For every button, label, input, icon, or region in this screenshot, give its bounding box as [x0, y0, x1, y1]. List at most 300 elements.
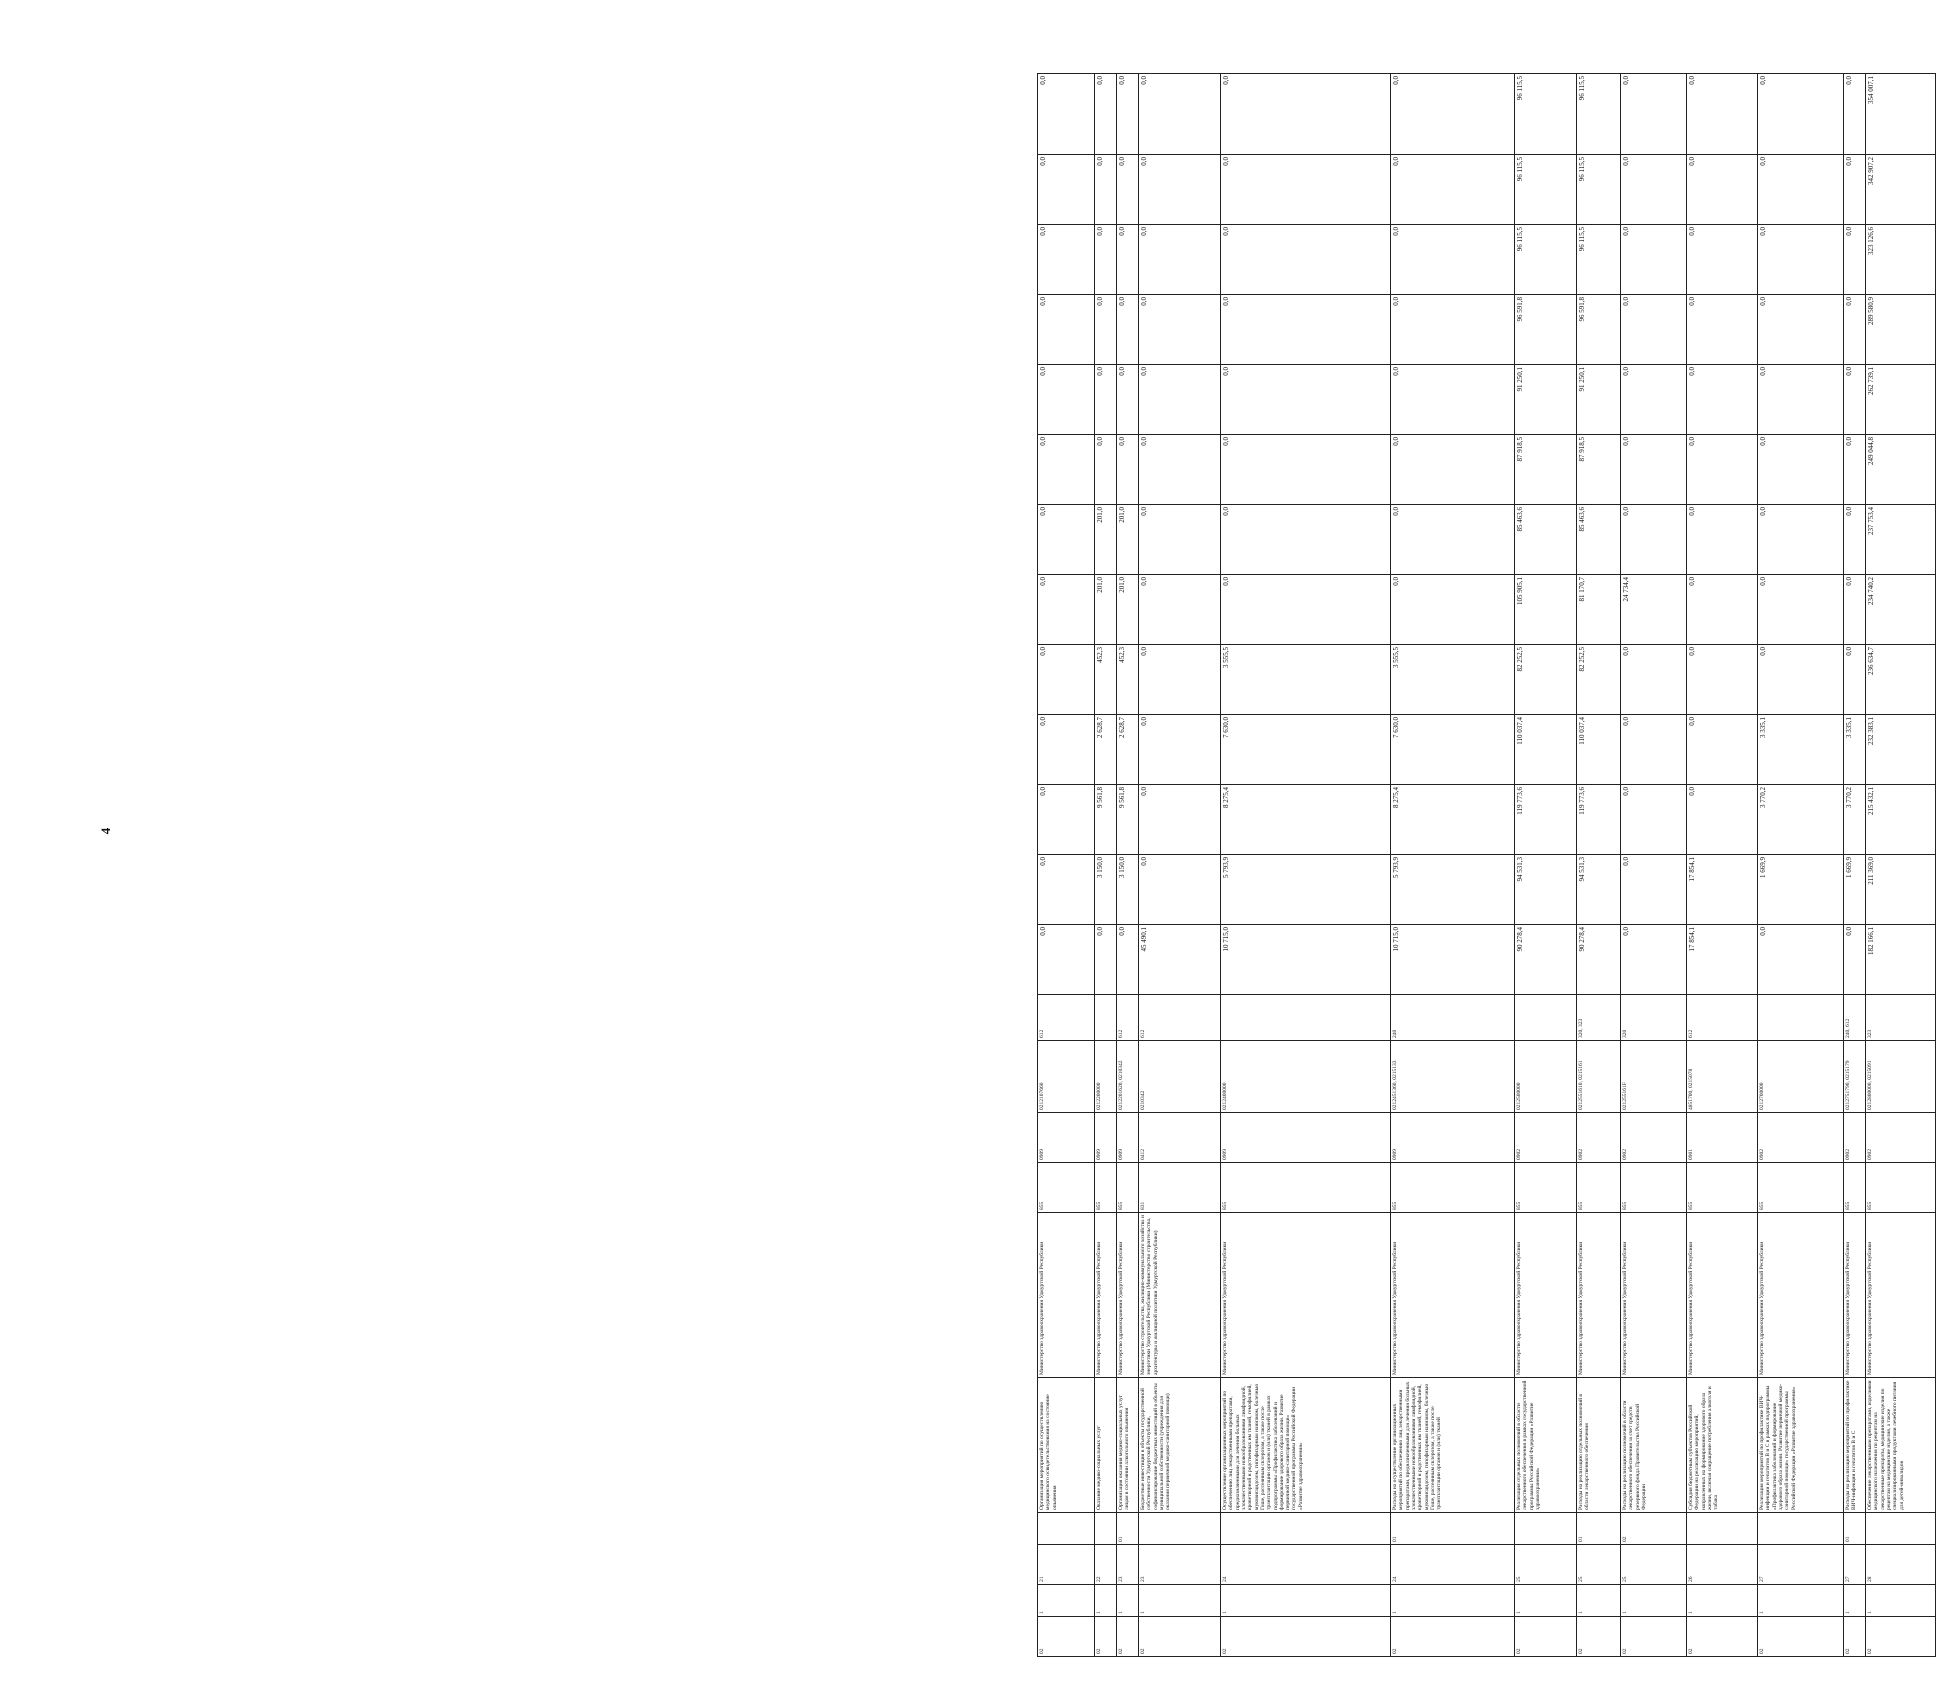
cell-year-value: 0,0: [1038, 645, 1095, 715]
cell-year-value: 0,0: [1758, 645, 1844, 715]
cell-year-value: 201,0: [1095, 505, 1117, 575]
cell-year-value: 0,0: [1758, 435, 1844, 505]
cell-grbs: 855: [1095, 1163, 1117, 1213]
cell-year-value: 7 630,0: [1391, 715, 1515, 785]
cell-gp: 02: [1866, 1617, 1936, 1657]
cell-year-value: 0,0: [1139, 575, 1221, 645]
cell-year-value: 10 715,0: [1391, 925, 1515, 995]
cell-year-value: 3 555,5: [1221, 645, 1391, 715]
cell-year-value: 0,0: [1758, 575, 1844, 645]
cell-year-value: 249 044,8: [1866, 435, 1936, 505]
cell-year-value: 0,0: [1221, 225, 1391, 295]
cell-year-value: 0,0: [1139, 505, 1221, 575]
cell-year-value: 9 561,8: [1117, 785, 1139, 855]
table-row: [1621, 74, 1687, 1657]
cell-year-value: 3 335,1: [1758, 715, 1844, 785]
cell-year-value: 0,0: [1391, 295, 1515, 365]
cell-csr: 0212107660: [1038, 1041, 1095, 1113]
cell-year-value: 0,0: [1844, 365, 1866, 435]
cell-om: 26: [1687, 1545, 1758, 1585]
cell-gp: 02: [1095, 1617, 1117, 1657]
cell-name: Реализация отдельных полномочий в области лекарственного обеспечения в рамках государственной программы Российской Федерации «Развитие здравоохранения»: [1515, 1378, 1577, 1513]
cell-year-value: 0,0: [1221, 575, 1391, 645]
cell-m: [1038, 1513, 1095, 1545]
cell-year-value: 0,0: [1844, 575, 1866, 645]
cell-year-value: 3 555,5: [1391, 645, 1515, 715]
cell-m: [1515, 1513, 1577, 1545]
cell-pp: 1: [1515, 1585, 1577, 1617]
cell-year-value: 0,0: [1038, 925, 1095, 995]
cell-name: Расходы на реализацию полномочий в области лекарственного обеспечения за счет средств резервного фонда Правительства Российской Федерации: [1621, 1378, 1687, 1513]
cell-rzpr: 0909: [1038, 1113, 1095, 1163]
cell-name: Организация оказания медико-социальных услуг лицам в состоянии алкогольного опьянения: [1117, 1378, 1139, 1513]
cell-om: 22: [1095, 1545, 1117, 1585]
cell-csr: 0212201620, 0210342: [1117, 1041, 1139, 1113]
cell-year-value: 8 275,4: [1391, 785, 1515, 855]
budget-table-body: [1038, 74, 1936, 1657]
cell-year-value: 0,0: [1095, 155, 1117, 225]
cell-year-value: 5 793,9: [1221, 855, 1391, 925]
cell-name: Обеспечение лекарственными препаратами, изделиями медицинского назначения по рецептам на лекарственные препараты, медицинские изделия по рецептам на медицинские изделия, а также специализированными продуктами лечебного питания для детей-инвалидов: [1866, 1378, 1936, 1513]
cell-rzpr: 0412: [1139, 1113, 1221, 1163]
table-row: [1391, 74, 1515, 1657]
cell-year-value: 0,0: [1095, 365, 1117, 435]
cell-year-value: 0,0: [1844, 505, 1866, 575]
cell-year-value: 0,0: [1038, 715, 1095, 785]
cell-year-value: 0,0: [1117, 155, 1139, 225]
budget-table: [1037, 73, 1936, 1657]
table-row: [1577, 74, 1621, 1657]
cell-year-value: 0,0: [1758, 295, 1844, 365]
cell-year-value: 0,0: [1391, 435, 1515, 505]
cell-pp: 1: [1621, 1585, 1687, 1617]
cell-year-value: 91 250,1: [1515, 365, 1577, 435]
cell-m: [1221, 1513, 1391, 1545]
cell-year-value: 236 634,7: [1866, 645, 1936, 715]
cell-year-value: 289 580,9: [1866, 295, 1936, 365]
cell-year-value: 94 531,3: [1577, 855, 1621, 925]
cell-gp: 02: [1038, 1617, 1095, 1657]
cell-year-value: 0,0: [1844, 155, 1866, 225]
cell-year-value: 215 432,1: [1866, 785, 1936, 855]
cell-year-value: 17 854,1: [1687, 855, 1758, 925]
cell-year-value: 0,0: [1095, 225, 1117, 295]
cell-year-value: 9 561,8: [1095, 785, 1117, 855]
cell-rzpr: 0902: [1515, 1113, 1577, 1163]
cell-year-value: 0,0: [1758, 74, 1844, 155]
cell-pp: 1: [1844, 1585, 1866, 1617]
cell-gp: 02: [1687, 1617, 1758, 1657]
cell-responsible: Министерство здравоохранения Удмуртской Республики: [1758, 1213, 1844, 1378]
cell-year-value: 87 918,5: [1515, 435, 1577, 505]
cell-om: 24: [1391, 1545, 1515, 1585]
cell-pp: 1: [1391, 1585, 1515, 1617]
cell-year-value: 0,0: [1095, 925, 1117, 995]
cell-pp: 1: [1095, 1585, 1117, 1617]
cell-year-value: 3 770,2: [1844, 785, 1866, 855]
cell-year-value: 0,0: [1844, 295, 1866, 365]
cell-om: 21: [1038, 1545, 1095, 1585]
cell-year-value: 110 037,4: [1515, 715, 1577, 785]
cell-year-value: 0,0: [1687, 435, 1758, 505]
cell-m: [1095, 1513, 1117, 1545]
cell-responsible: Министерство здравоохранения Удмуртской Республики: [1621, 1213, 1687, 1378]
cell-responsible: Министерство здравоохранения Удмуртской Республики: [1391, 1213, 1515, 1378]
cell-year-value: 0,0: [1095, 74, 1117, 155]
cell-year-value: 0,0: [1758, 225, 1844, 295]
cell-vr: [1515, 995, 1577, 1041]
cell-name: Расходы на осуществление организационных мероприятий по обеспечению лиц лекарственными препаратами, предназначенными для лечения больных злокачественными новообразованиями лимфоидной, кроветворной и родственных им тканей, гемофилией, муковисцидозом, гипофизарным нанизмом, болезнью Гоше, рассеянным склерозом, а также после трансплантации органов и (или) тканей: [1391, 1378, 1515, 1513]
cell-name: Реализация мероприятий по профилактике ВИЧ-инфекции и гепатитов В и С в рамках подпрограммы «Профилактика заболеваний и формирование здорового образа жизни. Развитие первичной медико-санитарной помощи» государственной программы Российской Федерации «Развитие здравоохранения»: [1758, 1378, 1844, 1513]
cell-csr: 0212500000: [1515, 1041, 1577, 1113]
table-row: [1139, 74, 1221, 1657]
cell-year-value: 0,0: [1621, 715, 1687, 785]
cell-vr: [1758, 995, 1844, 1041]
cell-rzpr: 0909: [1221, 1113, 1391, 1163]
cell-year-value: 1 669,9: [1844, 855, 1866, 925]
cell-year-value: 262 739,1: [1866, 365, 1936, 435]
table-row: [1038, 74, 1095, 1657]
page-number: 4: [98, 827, 113, 835]
cell-year-value: 0,0: [1139, 365, 1221, 435]
cell-year-value: 96 115,5: [1515, 155, 1577, 225]
cell-grbs: 855: [1866, 1163, 1936, 1213]
cell-pp: 1: [1221, 1585, 1391, 1617]
cell-year-value: 452,3: [1095, 645, 1117, 715]
cell-vr: 612: [1687, 995, 1758, 1041]
cell-year-value: 342 907,2: [1866, 155, 1936, 225]
cell-grbs: 831: [1139, 1163, 1221, 1213]
cell-vr: 323: [1866, 995, 1936, 1041]
cell-grbs: 855: [1221, 1163, 1391, 1213]
cell-csr: 021255161F: [1621, 1041, 1687, 1113]
cell-pp: 1: [1139, 1585, 1221, 1617]
cell-csr: 0212700000: [1758, 1041, 1844, 1113]
cell-name: Расходы на реализацию отдельных полномочий в области лекарственного обеспечения: [1577, 1378, 1621, 1513]
cell-year-value: 0,0: [1621, 295, 1687, 365]
cell-rzpr: 0902: [1844, 1113, 1866, 1163]
cell-year-value: 0,0: [1139, 435, 1221, 505]
cell-gp: 02: [1221, 1617, 1391, 1657]
cell-year-value: 0,0: [1139, 715, 1221, 785]
cell-year-value: 2 628,7: [1117, 715, 1139, 785]
cell-year-value: 354 007,1: [1866, 74, 1936, 155]
cell-year-value: 24 734,4: [1621, 575, 1687, 645]
cell-year-value: 85 463,6: [1515, 505, 1577, 575]
cell-year-value: 0,0: [1687, 155, 1758, 225]
cell-vr: 612: [1117, 995, 1139, 1041]
cell-year-value: 2 628,7: [1095, 715, 1117, 785]
cell-year-value: 0,0: [1621, 855, 1687, 925]
cell-year-value: 0,0: [1687, 295, 1758, 365]
cell-year-value: 0,0: [1117, 74, 1139, 155]
cell-name: Бюджетные инвестиции в объекты государственной собственности Удмуртской Республики, софинансирование бюджетных инвестиций в объекты муниципальной собственности (учреждения для оказания первичной медико-санитарной помощи): [1139, 1378, 1221, 1513]
cell-year-value: 0,0: [1391, 505, 1515, 575]
cell-rzpr: 0902: [1621, 1113, 1687, 1163]
cell-year-value: 0,0: [1139, 74, 1221, 155]
cell-gp: 02: [1758, 1617, 1844, 1657]
cell-year-value: 0,0: [1038, 225, 1095, 295]
cell-year-value: 0,0: [1758, 155, 1844, 225]
cell-name: Расходы на реализацию мероприятий по профилактике ВИЧ-инфекции и гепатитов В и С: [1844, 1378, 1866, 1513]
cell-pp: 1: [1758, 1585, 1844, 1617]
cell-gp: 02: [1391, 1617, 1515, 1657]
cell-year-value: 90 278,4: [1577, 925, 1621, 995]
cell-year-value: 3 770,2: [1758, 785, 1844, 855]
cell-year-value: 0,0: [1758, 365, 1844, 435]
cell-m: [1866, 1513, 1936, 1545]
cell-vr: 320, 323: [1577, 995, 1621, 1041]
cell-rzpr: 0909: [1391, 1113, 1515, 1163]
cell-year-value: 0,0: [1095, 295, 1117, 365]
cell-year-value: 0,0: [1391, 225, 1515, 295]
cell-gp: 02: [1577, 1617, 1621, 1657]
cell-m: 02: [1621, 1513, 1687, 1545]
cell-year-value: 81 170,7: [1577, 575, 1621, 645]
cell-year-value: 0,0: [1844, 74, 1866, 155]
cell-grbs: 855: [1391, 1163, 1515, 1213]
cell-year-value: 96 115,5: [1515, 74, 1577, 155]
cell-year-value: 0,0: [1117, 925, 1139, 995]
cell-year-value: 452,3: [1117, 645, 1139, 715]
cell-year-value: 0,0: [1687, 785, 1758, 855]
table-row: [1515, 74, 1577, 1657]
cell-rzpr: 0902: [1758, 1113, 1844, 1163]
cell-vr: 612: [1038, 995, 1095, 1041]
cell-year-value: 211 369,0: [1866, 855, 1936, 925]
cell-responsible: Министерство здравоохранения Удмуртской Республики: [1577, 1213, 1621, 1378]
cell-gp: 02: [1117, 1617, 1139, 1657]
cell-om: 24: [1221, 1545, 1391, 1585]
cell-year-value: 0,0: [1038, 295, 1095, 365]
cell-year-value: 0,0: [1221, 74, 1391, 155]
cell-year-value: 0,0: [1038, 855, 1095, 925]
cell-year-value: 0,0: [1621, 925, 1687, 995]
cell-year-value: 91 250,1: [1577, 365, 1621, 435]
cell-year-value: 0,0: [1844, 645, 1866, 715]
cell-vr: [1095, 995, 1117, 1041]
cell-year-value: 0,0: [1139, 855, 1221, 925]
cell-csr: 0212751790, 0215179: [1844, 1041, 1866, 1113]
cell-year-value: 0,0: [1844, 225, 1866, 295]
cell-gp: 02: [1621, 1617, 1687, 1657]
cell-vr: 240, 612: [1844, 995, 1866, 1041]
cell-responsible: Министерство здравоохранения Удмуртской Республики: [1038, 1213, 1095, 1378]
cell-year-value: 0,0: [1095, 435, 1117, 505]
cell-responsible: Министерство здравоохранения Удмуртской Республики: [1844, 1213, 1866, 1378]
cell-year-value: 0,0: [1687, 645, 1758, 715]
cell-grbs: 855: [1038, 1163, 1095, 1213]
cell-year-value: 0,0: [1139, 225, 1221, 295]
cell-year-value: 0,0: [1038, 74, 1095, 155]
cell-year-value: 5 793,9: [1391, 855, 1515, 925]
table-row: [1221, 74, 1391, 1657]
cell-om: 27: [1758, 1545, 1844, 1585]
cell-year-value: 119 773,6: [1515, 785, 1577, 855]
cell-year-value: 201,0: [1095, 575, 1117, 645]
cell-year-value: 237 753,4: [1866, 505, 1936, 575]
cell-m: 01: [1577, 1513, 1621, 1545]
cell-year-value: 0,0: [1139, 295, 1221, 365]
cell-year-value: 182 166,1: [1866, 925, 1936, 995]
cell-om: 25: [1577, 1545, 1621, 1585]
cell-name: Осуществление организационных мероприятий по обеспечению лиц лекарственными препаратами, предназначенными для лечения больных злокачественными новообразованиями лимфоидной, кроветворной и родственных им тканей, гемофилией, муковисцидозом, гипофизарным нанизмом, болезнью Гоше, рассеянным склерозом, а также после трансплантации органов и (или) тканей в рамках подпрограммы «Профилактика заболеваний и формирование здорового образа жизни. Развитие первичной медико-санитарной помощи» государственной программы Российской Федерации «Развитие здравоохранения»: [1221, 1378, 1391, 1513]
cell-year-value: 0,0: [1621, 155, 1687, 225]
cell-year-value: 0,0: [1687, 74, 1758, 155]
cell-year-value: 3 335,1: [1844, 715, 1866, 785]
cell-vr: 240: [1391, 995, 1515, 1041]
cell-om: 23: [1139, 1545, 1221, 1585]
cell-year-value: 0,0: [1621, 785, 1687, 855]
cell-csr: 0212451360, 0215133: [1391, 1041, 1515, 1113]
cell-m: [1687, 1513, 1758, 1545]
cell-responsible: Министерство строительства, жилищно-коммунального хозяйства и энергетики Удмуртской Республики (Министерство строительства, архитектуры и жилищной политики Удмуртской Республики): [1139, 1213, 1221, 1378]
cell-om: 23: [1117, 1545, 1139, 1585]
cell-csr: 0212800000, 0215091: [1866, 1041, 1936, 1113]
cell-m: [1758, 1513, 1844, 1545]
cell-year-value: 90 278,4: [1515, 925, 1577, 995]
cell-grbs: 855: [1577, 1163, 1621, 1213]
cell-year-value: 232 383,1: [1866, 715, 1936, 785]
cell-om: 25: [1515, 1545, 1577, 1585]
cell-pp: 1: [1038, 1585, 1095, 1617]
cell-responsible: Министерство здравоохранения Удмуртской Республики: [1866, 1213, 1936, 1378]
cell-year-value: 0,0: [1221, 505, 1391, 575]
cell-csr: 0210342: [1139, 1041, 1221, 1113]
cell-year-value: 10 715,0: [1221, 925, 1391, 995]
cell-year-value: 94 531,3: [1515, 855, 1577, 925]
cell-year-value: 119 773,6: [1577, 785, 1621, 855]
cell-year-value: 0,0: [1139, 645, 1221, 715]
cell-year-value: 0,0: [1221, 155, 1391, 225]
cell-year-value: 96 591,8: [1577, 295, 1621, 365]
cell-year-value: 0,0: [1391, 575, 1515, 645]
cell-year-value: 0,0: [1117, 435, 1139, 505]
table-row: [1866, 74, 1936, 1657]
cell-year-value: 8 275,4: [1221, 785, 1391, 855]
cell-year-value: 96 591,8: [1515, 295, 1577, 365]
cell-rzpr: 0902: [1866, 1113, 1936, 1163]
cell-m: 01: [1117, 1513, 1139, 1545]
cell-rzpr: 0902: [1577, 1113, 1621, 1163]
cell-year-value: 0,0: [1621, 645, 1687, 715]
cell-vr: [1221, 995, 1391, 1041]
table-row: [1117, 74, 1139, 1657]
cell-year-value: 0,0: [1391, 365, 1515, 435]
cell-grbs: 855: [1621, 1163, 1687, 1213]
cell-grbs: 855: [1117, 1163, 1139, 1213]
cell-year-value: 0,0: [1621, 435, 1687, 505]
cell-grbs: 855: [1515, 1163, 1577, 1213]
cell-year-value: 45 490,1: [1139, 925, 1221, 995]
cell-year-value: 201,0: [1117, 505, 1139, 575]
cell-year-value: 85 463,6: [1577, 505, 1621, 575]
cell-year-value: 0,0: [1621, 74, 1687, 155]
cell-year-value: 0,0: [1221, 295, 1391, 365]
cell-year-value: 0,0: [1038, 505, 1095, 575]
cell-csr: 0212200000: [1095, 1041, 1117, 1113]
cell-year-value: 234 740,2: [1866, 575, 1936, 645]
cell-year-value: 3 150,0: [1095, 855, 1117, 925]
cell-year-value: 0,0: [1139, 155, 1221, 225]
cell-year-value: 0,0: [1687, 505, 1758, 575]
cell-year-value: 0,0: [1621, 225, 1687, 295]
table-row: [1687, 74, 1758, 1657]
cell-gp: 02: [1515, 1617, 1577, 1657]
cell-year-value: 7 630,0: [1221, 715, 1391, 785]
cell-m: 01: [1844, 1513, 1866, 1545]
cell-year-value: 0,0: [1117, 295, 1139, 365]
cell-name: Организация мероприятий по осуществлению медицинского освидетельствования на состояние опьянения: [1038, 1378, 1095, 1513]
cell-gp: 02: [1139, 1617, 1221, 1657]
cell-year-value: 0,0: [1844, 925, 1866, 995]
cell-m: 01: [1391, 1513, 1515, 1545]
cell-gp: 02: [1844, 1617, 1866, 1657]
cell-year-value: 96 115,5: [1577, 155, 1621, 225]
cell-year-value: 0,0: [1221, 365, 1391, 435]
cell-year-value: 0,0: [1038, 435, 1095, 505]
cell-vr: 612: [1139, 995, 1221, 1041]
table-row: [1758, 74, 1844, 1657]
cell-year-value: 0,0: [1117, 225, 1139, 295]
cell-year-value: 82 252,5: [1515, 645, 1577, 715]
cell-csr: 0212400000: [1221, 1041, 1391, 1113]
cell-year-value: 96 115,5: [1515, 225, 1577, 295]
cell-pp: 1: [1577, 1585, 1621, 1617]
cell-pp: 1: [1866, 1585, 1936, 1617]
cell-year-value: 0,0: [1391, 74, 1515, 155]
cell-rzpr: 0901: [1687, 1113, 1758, 1163]
cell-responsible: Министерство здравоохранения Удмуртской Республики: [1095, 1213, 1117, 1378]
budget-table-container: [1037, 76, 1905, 1657]
cell-year-value: 0,0: [1621, 505, 1687, 575]
cell-year-value: 105 905,1: [1515, 575, 1577, 645]
cell-pp: 1: [1117, 1585, 1139, 1617]
cell-responsible: Министерство здравоохранения Удмуртской Республики: [1515, 1213, 1577, 1378]
cell-rzpr: 0909: [1117, 1113, 1139, 1163]
cell-pp: 1: [1687, 1585, 1758, 1617]
cell-year-value: 110 037,4: [1577, 715, 1621, 785]
cell-year-value: 0,0: [1117, 365, 1139, 435]
cell-grbs: 855: [1844, 1163, 1866, 1213]
cell-year-value: 96 115,5: [1577, 225, 1621, 295]
cell-name: Субсидия бюджетным субъектов Российской Федерации на реализацию мероприятий, направленных на формирование здорового образа жизни, включая сокращение потребления алкоголя и табака: [1687, 1378, 1758, 1513]
cell-year-value: 0,0: [1687, 715, 1758, 785]
cell-year-value: 82 252,5: [1577, 645, 1621, 715]
cell-grbs: 855: [1687, 1163, 1758, 1213]
table-row: [1844, 74, 1866, 1657]
cell-year-value: 0,0: [1391, 155, 1515, 225]
cell-om: 28: [1866, 1545, 1936, 1585]
cell-year-value: 17 854,1: [1687, 925, 1758, 995]
cell-csr: 0212551610, 0215161: [1577, 1041, 1621, 1113]
cell-year-value: 0,0: [1621, 365, 1687, 435]
cell-year-value: 3 150,0: [1117, 855, 1139, 925]
cell-year-value: 0,0: [1687, 225, 1758, 295]
cell-om: 27: [1844, 1545, 1866, 1585]
cell-responsible: Министерство здравоохранения Удмуртской Республики: [1687, 1213, 1758, 1378]
cell-year-value: 0,0: [1687, 575, 1758, 645]
cell-year-value: 0,0: [1221, 435, 1391, 505]
cell-grbs: 855: [1758, 1163, 1844, 1213]
cell-year-value: 0,0: [1758, 925, 1844, 995]
cell-name: Оказание медико-социальных услуг: [1095, 1378, 1117, 1513]
cell-year-value: 0,0: [1038, 365, 1095, 435]
cell-year-value: 96 115,5: [1577, 74, 1621, 155]
cell-responsible: Министерство здравоохранения Удмуртской Республики: [1117, 1213, 1139, 1378]
cell-year-value: 1 669,9: [1758, 855, 1844, 925]
cell-year-value: 0,0: [1038, 575, 1095, 645]
